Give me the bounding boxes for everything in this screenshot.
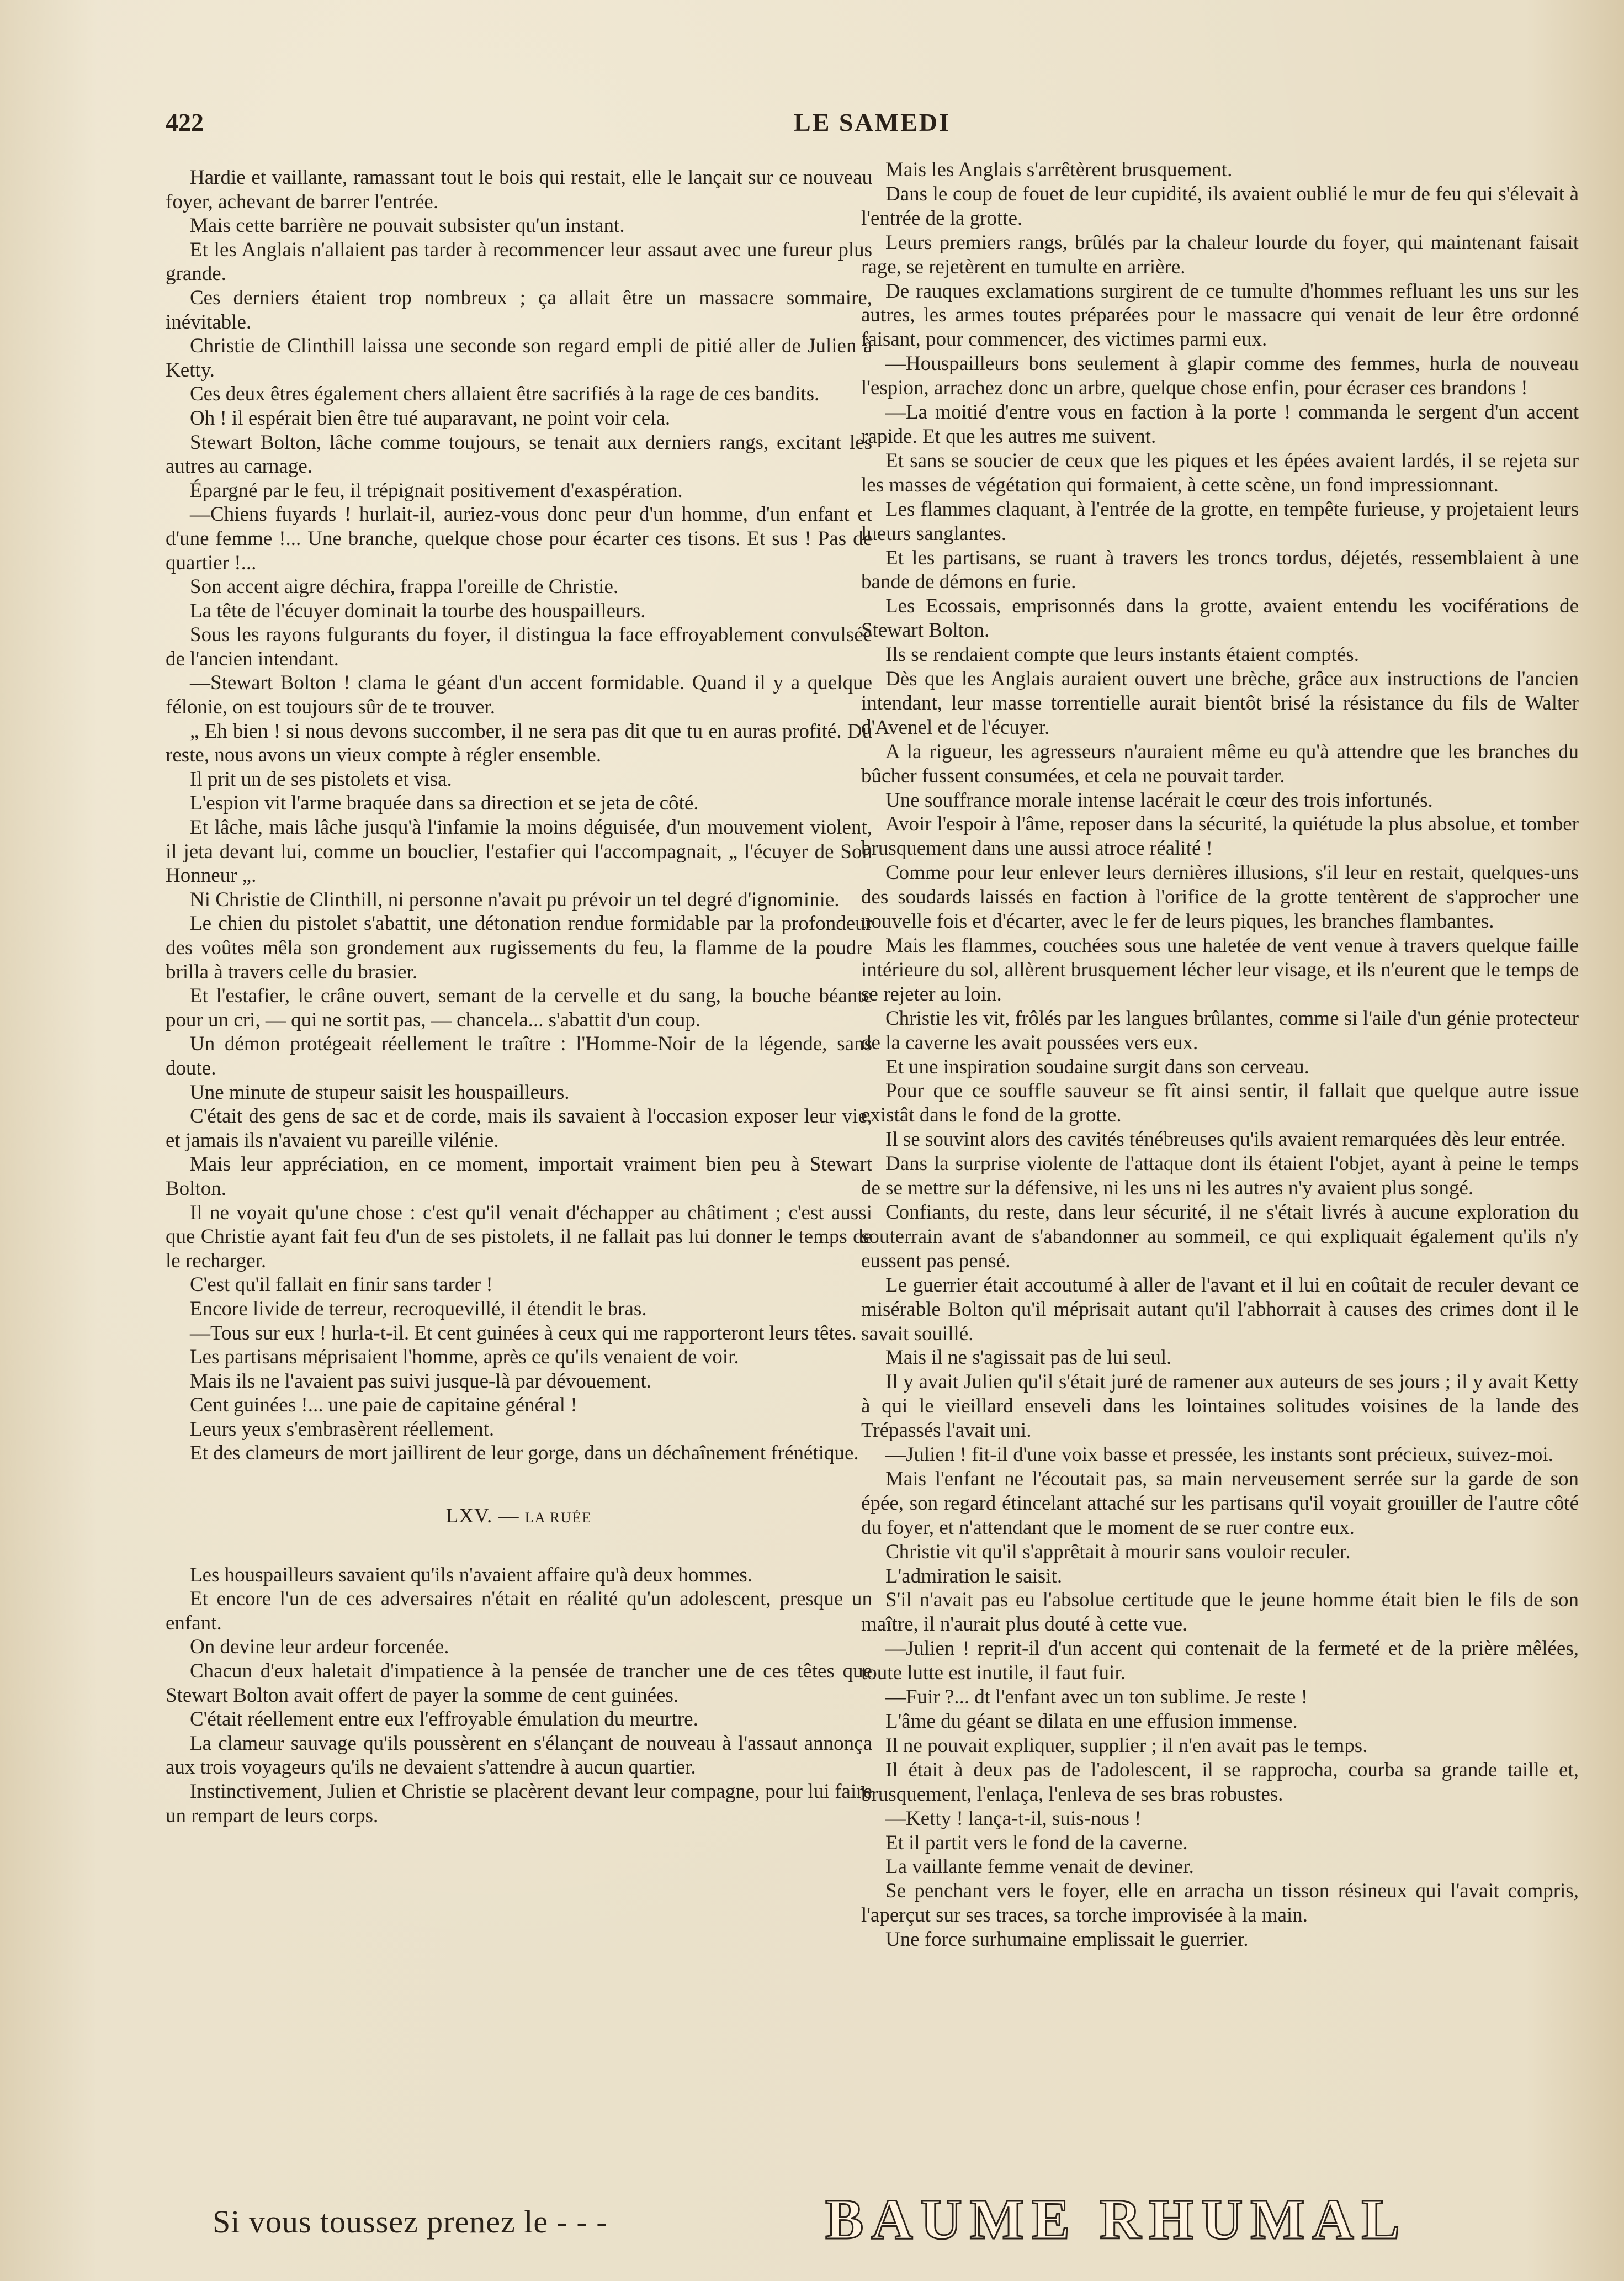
paragraph: Cent guinées !... une paie de capitaine général ! [190,1394,577,1417]
paragraph: Les flammes claquant, à l'entrée de la grotte, en tempête furieuse, y projetaient leurs lueurs sanglantes. [861,498,1579,545]
right-column [861,158,1579,1952]
paragraph: A la rigueur, les agresseurs n'auraient même eu qu'à attendre que les branches du bûcher fussent consumées, et cela ne pouvait tarder. [861,740,1579,787]
page-header [166,108,1579,146]
ad-lead-text: Si vous toussez prenez le - - - [213,2204,608,2240]
paragraph: Les Ecossais, emprisonnés dans la grotte, avaient entendu les vociférations de Stewart Bolton. [861,595,1579,642]
paragraph: Et les partisans, se ruant à travers les troncs tordus, déjetés, ressemblaient à une bande de démons en furie. [861,546,1579,594]
paragraph: Il ne pouvait expliquer, supplier ; il n'en avait pas le temps. [885,1734,1368,1757]
paragraph: Il ne voyait qu'une chose : c'est qu'il venait d'échapper au châtiment ; c'est aussi que Christie ayant fait feu d'un de ses pistolets, il ne fallait pas lui donner le temps de le recharger. [166,1201,872,1272]
paragraph: Mais il ne s'agissait pas de lui seul. [885,1346,1172,1369]
paragraph: Un démon protégeait réellement le traître : l'Homme-Noir de la légende, sans doute. [166,1033,872,1079]
paragraph: Comme pour leur enlever leurs dernières illusions, s'il leur en restait, quelques-uns des soudards laissés en faction à l'orifice de la grotte tentèrent de s'approcher une nouvelle fois et d'écarter, avec le fer de leurs piques, les branches flambantes. [861,861,1579,933]
paragraph: Instinctivement, Julien et Christie se placèrent devant leur compagne, pour lui faire un rempart de leurs corps. [166,1780,872,1827]
paragraph: Ils se rendaient compte que leurs instants étaient comptés. [885,643,1359,666]
paragraph: De rauques exclamations surgirent de ce tumulte d'hommes refluant les uns sur les autres, les armes toutes préparées pour le massacre qui venait de leur être ordonné faisant, pour commencer, des victimes parmi eux. [861,279,1579,351]
paragraph: Le chien du pistolet s'abattit, une détonation rendue formidable par la profondeur des voûtes mêla son grondement aux rugissements du feu, la flamme de la poudre brilla à travers celle du brasier. [166,912,872,983]
paragraph: Stewart Bolton, lâche comme toujours, se tenait aux derniers rangs, excitant les autres au carnage. [166,431,872,478]
paragraph: S'il n'avait pas eu l'absolue certitude que le jeune homme était bien le fils de son maître, il n'aurait plus douté à cette vue. [861,1589,1579,1636]
chapter-number: LXV. — [445,1505,519,1528]
advertisement-banner [213,2187,1604,2253]
paragraph: L'espion vit l'arme braquée dans sa direction et se jeta de côté. [190,792,699,815]
paragraph: Encore livide de terreur, recroquevillé, il étendit le bras. [190,1297,647,1320]
paragraph: Et sans se soucier de ceux que les piques et les épées avaient lardés, il se rejeta sur les masses de végétation qui formaient, à cette scène, un fond impressionnant. [861,449,1579,496]
paragraph: Il se souvint alors des cavités ténébreuses qu'ils avaient remarquées dès leur entrée. [885,1128,1566,1151]
paragraph: —Ketty ! lança-t-il, suis-nous ! [885,1807,1142,1830]
paragraph: Et il partit vers le fond de la caverne. [885,1831,1188,1854]
paragraph: Les partisans méprisaient l'homme, après ce qu'ils venaient de voir. [190,1346,739,1369]
paragraph: Mais leur appréciation, en ce moment, importait vraiment bien peu à Stewart Bolton. [166,1153,872,1200]
paragraph: —Stewart Bolton ! clama le géant d'un accent formidable. Quand il y a quelque félonie, on est toujours sûr de te trouver. [166,671,872,719]
paragraph: Une force surhumaine emplissait le guerrier. [885,1928,1249,1951]
paragraph: Et l'estafier, le crâne ouvert, semant de la cervelle et du sang, la bouche béante pour un cri, — qui ne sortit pas, — chancela... s'abattit d'un coup. [166,985,872,1031]
paragraph: Mais les flammes, couchées sous une haletée de vent venue à travers quelque faille intérieure du sol, allèrent brusquement lécher leur visage, et ils n'eurent que le temps de se rejeter au loin. [861,934,1579,1005]
paragraph: —La moitié d'entre vous en faction à la porte ! commanda le sergent d'un accent rapide. Et que les autres me suivent. [861,401,1579,448]
paragraph: —Tous sur eux ! hurla-t-il. Et cent guinées à ceux qui me rapporteront leurs têtes. [190,1321,857,1345]
paragraph: La tête de l'écuyer dominait la tourbe des houspailleurs. [190,599,646,622]
paragraph: Avoir l'espoir à l'âme, reposer dans la sécurité, la quiétude la plus absolue, et tomber brusquement dans une aussi atroce réalité ! [861,813,1579,860]
paragraph: Les houspailleurs savaient qu'ils n'avaient affaire qu'à deux hommes. [190,1563,753,1586]
paragraph: Christie les vit, frôlés par les langues brûlantes, comme si l'aile d'un génie protecteur de la caverne les avait poussées vers eux. [861,1007,1579,1054]
paragraph: Son accent aigre déchira, frappa l'oreille de Christie. [190,575,619,599]
paragraph: Dès que les Anglais auraient ouvert une brèche, grâce aux instructions de l'ancien intendant, leur masse torrentielle aurait bientôt brisé la résistance du fils de Walter d'Avenel et de l'écuyer. [861,668,1579,739]
paragraph: C'était des gens de sac et de corde, mais ils savaient à l'occasion exposer leur vie, et jamais ils n'avaient vu pareille vilénie. [166,1105,872,1152]
journal-title: LE SAMEDI [794,108,951,136]
paragraph: Hardie et vaillante, ramassant tout le bois qui restait, elle le lançait sur ce nouveau foyer, achevant de barrer l'entrée. [166,166,872,213]
paragraph: „ Eh bien ! si nous devons succomber, il ne sera pas dit que tu en auras profité. Du reste, nous avons un vieux compte à régler ensemble. [166,719,872,767]
paragraph: La clameur sauvage qu'ils poussèrent en s'élançant de nouveau à l'assaut annonça aux trois voyageurs qu'ils ne devaient s'attendre à aucun quartier. [166,1732,872,1779]
paragraph: Ces deux êtres également chers allaient être sacrifiés à la rage de ces bandits. [190,383,820,406]
paragraph: Confiants, du reste, dans leur sécurité, il ne s'était livrés à aucune exploration du souterrain avant de s'abandonner au sommeil, ce qui expliquait également qu'ils n'y eussent pas pensé. [861,1200,1579,1272]
paragraph: —Chiens fuyards ! hurlait-il, auriez-vous donc peur d'un homme, d'un enfant et d'une femme !... Une branche, quelque chose pour écarter ces tisons. Et sus ! Pas de quartier !... [166,503,872,574]
paragraph: C'est qu'il fallait en finir sans tarder ! [190,1273,493,1296]
paragraph: Dans le coup de fouet de leur cupidité, ils avaient oublié le mur de feu qui s'élevait à l'entrée de la grotte. [861,182,1579,230]
paragraph: —Julien ! fit-il d'une voix basse et pressée, les instants sont précieux, suivez-moi. [885,1443,1553,1467]
paragraph: Et une inspiration soudaine surgit dans son cerveau. [885,1055,1309,1078]
ad-product-name: BAUME RHUMAL [825,2188,1408,2251]
paragraph: Ni Christie de Clinthill, ni personne n'avait pu prévoir un tel degré d'ignominie. [190,888,840,911]
paragraph: On devine leur ardeur forcenée. [190,1636,449,1659]
paragraph: L'âme du géant se dilata en une effusion immense. [885,1710,1298,1733]
paragraph: —Fuir ?... dt l'enfant avec un ton sublime. Je reste ! [885,1686,1308,1709]
paragraph: —Julien ! reprit-il d'un accent qui contenait de la fermeté et de la prière mêlées, toute lutte est inutile, il faut fuir. [861,1637,1579,1685]
paragraph: Se penchant vers le foyer, elle en arracha un tisson résineux qui l'avait compris, l'aperçut sur ses traces, sa torche improvisée à la main. [861,1880,1579,1927]
paragraph: Une souffrance morale intense lacérait le cœur des trois infortunés. [885,788,1433,812]
page-number: 422 [166,108,204,136]
paragraph: Mais les Anglais s'arrêtèrent brusquement. [885,158,1233,181]
paragraph: Sous les rayons fulgurants du foyer, il distingua la face effroyablement convulsée de l'ancien intendant. [166,623,872,670]
paragraph: Et encore l'un de ces adversaires n'était en réalité qu'un adolescent, presque un enfant. [166,1587,872,1634]
paragraph: Il était à deux pas de l'adolescent, il se rapprocha, courba sa grande taille et, brusquement, l'enlaça, l'enleva de ses bras robustes. [861,1758,1579,1806]
right-column-text [861,158,1579,1952]
paragraph: L'admiration le saisit. [885,1564,1063,1587]
paragraph: Mais ils ne l'avaient pas suivi jusque-là par dévouement. [190,1369,651,1393]
paragraph: Mais l'enfant ne l'écoutait pas, sa main nerveusement serrée sur la garde de son épée, son regard étincelant attaché sur les partisans qu'il voyait grouiller de l'autre côté du foyer, et n'attendant que le moment de se ruer contre eux. [861,1467,1579,1539]
paragraph: Et les Anglais n'allaient pas tarder à recommencer leur assaut avec une fureur plus grande. [166,238,872,285]
paragraph: Pour que ce souffle sauveur se fît ainsi sentir, il fallait que quelque autre issue existât dans le fond de la grotte. [861,1079,1579,1127]
paragraph: Christie vit qu'il s'apprêtait à mourir sans vouloir reculer. [885,1540,1351,1563]
paragraph: Et lâche, mais lâche jusqu'à l'infamie la moins déguisée, d'un mouvement violent, il jeta devant lui, comme un bouclier, l'estafier qui l'accompagnait, „ l'écuyer de Son Honneur „. [166,816,872,887]
paragraph: Le guerrier était accoutumé à aller de l'avant et il lui en coûtait de reculer devant ce misérable Bolton qu'il méprisait autant qu'il l'abhorrait à causes des crimes dont il le savait souillé. [861,1273,1579,1345]
paragraph: Une minute de stupeur saisit les houspailleurs. [190,1081,570,1104]
paragraph: Ces derniers étaient trop nombreux ; ça allait être un massacre sommaire, inévitable. [166,286,872,334]
chapter-heading [166,1504,872,1530]
chapter-title: LA RUÉE [524,1510,592,1526]
paragraph: C'était réellement entre eux l'effroyable émulation du meurtre. [190,1708,698,1731]
paragraph: Leurs yeux s'embrasèrent réellement. [190,1417,495,1441]
paragraph: Leurs premiers rangs, brûlés par la chaleur lourde du foyer, qui maintenant faisait rage, se rejetèrent en tumulte en arrière. [861,231,1579,278]
paragraph: Dans la surprise violente de l'attaque dont ils étaient l'objet, ayant à peine le temps de se mettre sur la défensive, ni les uns ni les autres n'y avaient plus songé. [861,1152,1579,1200]
paragraph: Épargné par le feu, il trépignait positivement d'exaspération. [190,479,683,502]
paragraph: Chacun d'eux haletait d'impatience à la pensée de trancher une de ces têtes que Stewart Bolton avait offert de payer la somme de cent guinées. [166,1660,872,1707]
paragraph: Il y avait Julien qu'il s'était juré de ramener aux auteurs de ses jours ; il y avait Ketty à qui le vieillard enseveli dans les lointaines solitudes voisines de la lande des Trépassés l'avait uni. [861,1370,1579,1442]
paragraph: —Houspailleurs bons seulement à glapir comme des femmes, hurla de nouveau l'espion, arrachez donc un arbre, quelque chose enfin, pour écraser ces brandons ! [861,352,1579,400]
paragraph: Mais cette barrière ne pouvait subsister qu'un instant. [190,214,625,237]
left-column-text [166,166,872,1465]
paragraph: Il prit un de ses pistolets et visa. [190,768,452,791]
chapter-text [166,1563,872,1828]
paragraph: La vaillante femme venait de deviner. [885,1855,1194,1878]
paragraph: Oh ! il espérait bien être tué auparavant, ne point voir cela. [190,406,671,430]
paragraph: Et des clameurs de mort jaillirent de leur gorge, dans un déchaînement frénétique. [190,1442,859,1465]
left-column [166,166,872,1828]
paragraph: Christie de Clinthill laissa une seconde son regard empli de pitié aller de Julien à Ketty. [166,335,872,382]
